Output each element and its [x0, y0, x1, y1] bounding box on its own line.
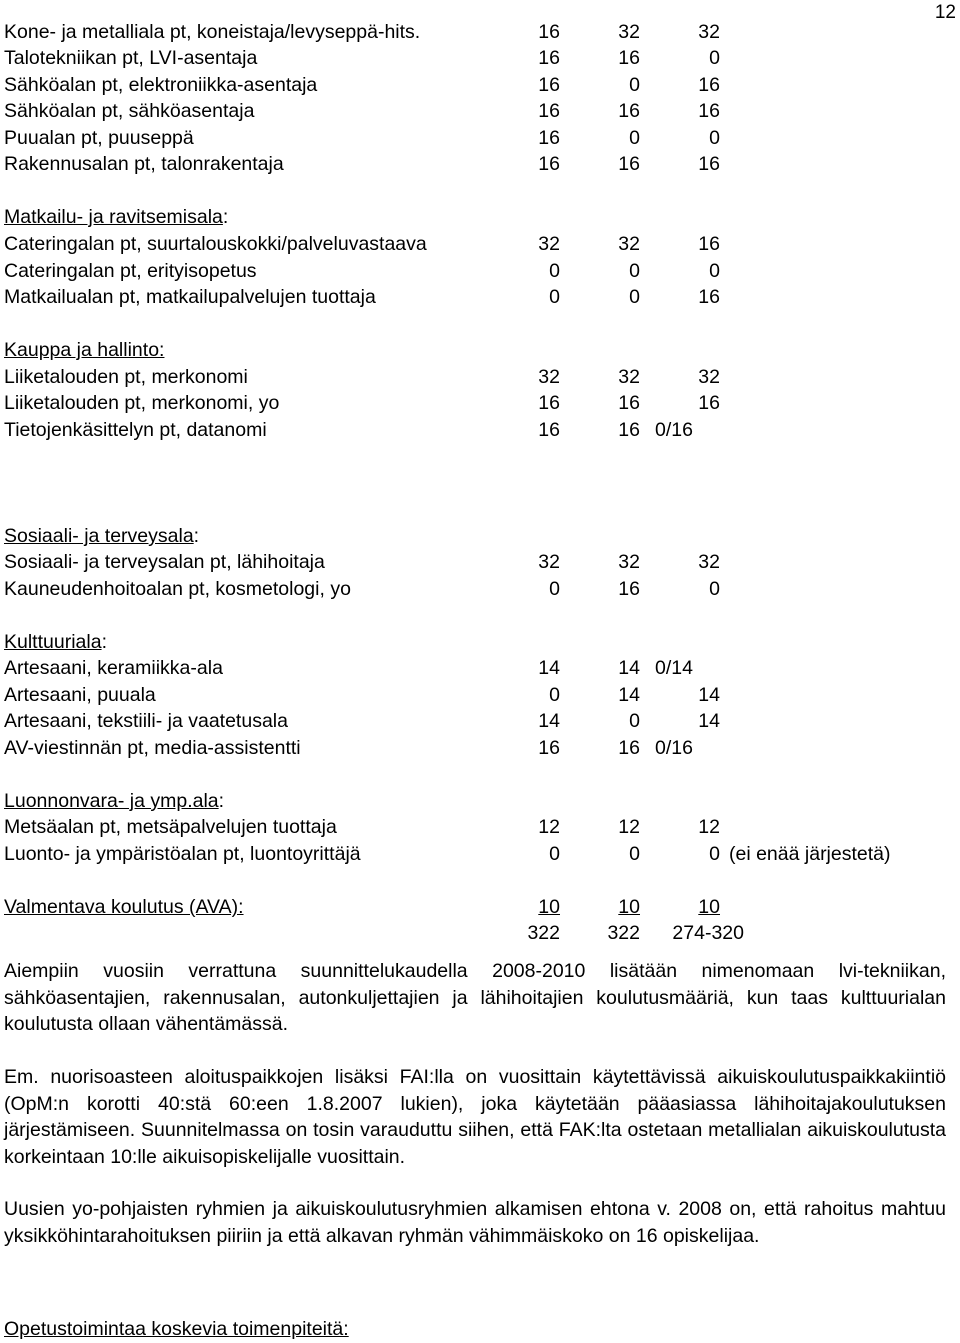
- value-col1: 16: [538, 153, 560, 175]
- value-col1: 14: [538, 657, 560, 679]
- value-col3: 16: [698, 100, 720, 122]
- value-col3: 0/16: [655, 419, 693, 441]
- table-row: [4, 364, 944, 390]
- value-col3: 16: [698, 233, 720, 255]
- paragraph: Uusien yo-pohjaisten ryhmien ja aikuiskoulutusryhmien alkamisen ehtona v. 2008 on, että rahoitus mahtuu yksikköhintarahoituksen piiriin ja että alkavan ryhmän vähimmäiskoko on 16 opiskelijaa.: [4, 1198, 946, 1247]
- value-col3: 0: [709, 127, 720, 149]
- table-row: [4, 151, 944, 177]
- value-col2: 16: [618, 47, 640, 69]
- row-label: Talotekniikan pt, LVI-asentaja: [4, 47, 258, 69]
- value-col2: 14: [618, 657, 640, 679]
- value-col1: 16: [538, 392, 560, 414]
- value-col2: 12: [618, 816, 640, 838]
- section-heading: Matkailu- ja ravitsemisala:: [4, 206, 229, 228]
- value-col1: 12: [538, 816, 560, 838]
- value-col2: 32: [618, 233, 640, 255]
- value-col1: 32: [538, 366, 560, 388]
- value-col2: 32: [618, 551, 640, 573]
- row-note: (ei enää järjestetä): [729, 843, 891, 865]
- value-col2: 32: [618, 366, 640, 388]
- table-row: [4, 19, 944, 45]
- table-row: [4, 125, 944, 151]
- value-col1: 0: [549, 684, 560, 706]
- final-heading: [4, 1316, 944, 1342]
- row-label: Kone- ja metalliala pt, koneistaja/levyseppä-hits.: [4, 21, 421, 43]
- value-col2: 16: [618, 100, 640, 122]
- row-label: Cateringalan pt, suurtalouskokki/palveluvastaava: [4, 233, 427, 255]
- row-label: AV-viestinnän pt, media-assistentti: [4, 737, 301, 759]
- table-row: [4, 258, 944, 284]
- table-row: [4, 549, 944, 575]
- value-col2: 16: [618, 153, 640, 175]
- value-col3: 0: [709, 47, 720, 69]
- value-col3: 14: [698, 684, 720, 706]
- row-label: Metsäalan pt, metsäpalvelujen tuottaja: [4, 816, 337, 838]
- row-label: Puualan pt, puuseppä: [4, 127, 194, 149]
- value-col3: 10: [698, 896, 720, 918]
- value-col2: 0: [629, 260, 640, 282]
- row-label: Tietojenkäsittelyn pt, datanomi: [4, 419, 267, 441]
- row-label: Sosiaali- ja terveysalan pt, lähihoitaja: [4, 551, 325, 573]
- value-col1: 16: [538, 21, 560, 43]
- value-col1: 10: [538, 896, 560, 918]
- table-row: [4, 417, 944, 443]
- value-col3: 0: [709, 260, 720, 282]
- table-row: [4, 841, 944, 867]
- section-heading-text: Kulttuuriala: [4, 631, 102, 653]
- value-col2: 0: [629, 843, 640, 865]
- row-label: Matkailualan pt, matkailupalvelujen tuottaja: [4, 286, 376, 308]
- value-col1: 16: [538, 47, 560, 69]
- value-col3: 14: [698, 710, 720, 732]
- final-heading-text: Opetustoimintaa koskevia toimenpiteitä:: [4, 1318, 349, 1340]
- value-col3: 32: [698, 21, 720, 43]
- value-col3: 32: [698, 551, 720, 573]
- row-label: Valmentava koulutus (AVA):: [4, 896, 244, 918]
- value-col2: 0: [629, 286, 640, 308]
- totals-row: [4, 920, 944, 946]
- value-col3: 16: [698, 392, 720, 414]
- table-row: [4, 72, 944, 98]
- row-label: Liiketalouden pt, merkonomi: [4, 366, 248, 388]
- table-row: [4, 682, 944, 708]
- value-col1: 0: [549, 578, 560, 600]
- section-heading: [4, 337, 944, 363]
- row-label: Kauneudenhoitoalan pt, kosmetologi, yo: [4, 578, 351, 600]
- section-heading-text: Kauppa ja hallinto:: [4, 339, 165, 361]
- value-col3: 0/16: [655, 737, 693, 759]
- table-row: [4, 231, 944, 257]
- value-col3: 16: [698, 286, 720, 308]
- section-heading: Luonnonvara- ja ymp.ala:: [4, 790, 225, 812]
- row-label: Cateringalan pt, erityisopetus: [4, 260, 257, 282]
- table-row: [4, 708, 944, 734]
- table-row: [4, 45, 944, 71]
- value-col1: 16: [538, 100, 560, 122]
- value-col1: 16: [538, 419, 560, 441]
- value-col3: 0/14: [655, 657, 693, 679]
- table-row: [4, 655, 944, 681]
- paragraph: Aiempiin vuosiin verrattuna suunnittelukaudella 2008-2010 lisätään nimenomaan lvi-tekniikan, sähköasentajien, rakennusalan, autonkuljettajien ja lähihoitajien koulutusmääriä, kun taas kulttuurialan koulutusta ollaan vähentämässä.: [4, 960, 946, 1035]
- row-label: Artesaani, tekstiili- ja vaatetusala: [4, 710, 288, 732]
- table-row: [4, 894, 944, 920]
- value-col1: 0: [549, 286, 560, 308]
- value-col2: 14: [618, 684, 640, 706]
- table-row: [4, 98, 944, 124]
- row-label: Artesaani, puuala: [4, 684, 156, 706]
- value-col1: 32: [538, 233, 560, 255]
- table-row: [4, 390, 944, 416]
- value-col2: 32: [618, 21, 640, 43]
- page-number: 12: [934, 2, 956, 23]
- value-col1: 16: [538, 737, 560, 759]
- section-heading-text: Luonnonvara- ja ymp.ala: [4, 790, 219, 812]
- value-col3: 16: [698, 74, 720, 96]
- total-col2: 322: [607, 922, 640, 944]
- row-label: Sähköalan pt, elektroniikka-asentaja: [4, 74, 318, 96]
- value-col2: 0: [629, 74, 640, 96]
- value-col1: 32: [538, 551, 560, 573]
- value-col2: 10: [618, 896, 640, 918]
- row-label: Luonto- ja ympäristöalan pt, luontoyrittäjä: [4, 843, 361, 865]
- value-col3: 0: [709, 578, 720, 600]
- section-heading: Kulttuuriala:: [4, 631, 107, 653]
- section-heading-text: Sosiaali- ja terveysala: [4, 525, 194, 547]
- value-col2: 16: [618, 419, 640, 441]
- value-col2: 16: [618, 578, 640, 600]
- value-col1: 0: [549, 843, 560, 865]
- section-heading: Sosiaali- ja terveysala:: [4, 525, 200, 547]
- value-col2: 0: [629, 710, 640, 732]
- total-col1: 322: [527, 922, 560, 944]
- value-col1: 16: [538, 127, 560, 149]
- value-col1: 0: [549, 260, 560, 282]
- value-col3: 32: [698, 366, 720, 388]
- value-col3: 12: [698, 816, 720, 838]
- value-col2: 16: [618, 392, 640, 414]
- section-heading-text: Matkailu- ja ravitsemisala: [4, 206, 223, 228]
- table-row: [4, 576, 944, 602]
- value-col2: 16: [618, 737, 640, 759]
- row-label: Rakennusalan pt, talonrakentaja: [4, 153, 284, 175]
- paragraph: Em. nuorisoasteen aloituspaikkojen lisäksi FAI:lla on vuosittain käytettävissä aikuiskoulutuspaikkakiintiö (OpM:n korotti 40:stä 60:een 1.8.2007 lukien), joka käytetään pääasiassa lähihoitajakoulutuksen järjestämiseen. Suunnitelmassa on tosin varauduttu siihen, että FAK:lta ostetaan metallialan aikuiskoulutusta korkeintaan 10:lle aikuisopiskelijalle vuosittain.: [4, 1066, 946, 1168]
- value-col1: 16: [538, 74, 560, 96]
- value-col3: 16: [698, 153, 720, 175]
- value-col2: 0: [629, 127, 640, 149]
- table-row: [4, 284, 944, 310]
- row-label: Sähköalan pt, sähköasentaja: [4, 100, 255, 122]
- value-col3: 0: [709, 843, 720, 865]
- total-col3: 274-320: [672, 922, 744, 944]
- row-label: Artesaani, keramiikka-ala: [4, 657, 223, 679]
- value-col1: 14: [538, 710, 560, 732]
- row-label: Liiketalouden pt, merkonomi, yo: [4, 392, 280, 414]
- table-row: [4, 814, 944, 840]
- table-row: [4, 735, 944, 761]
